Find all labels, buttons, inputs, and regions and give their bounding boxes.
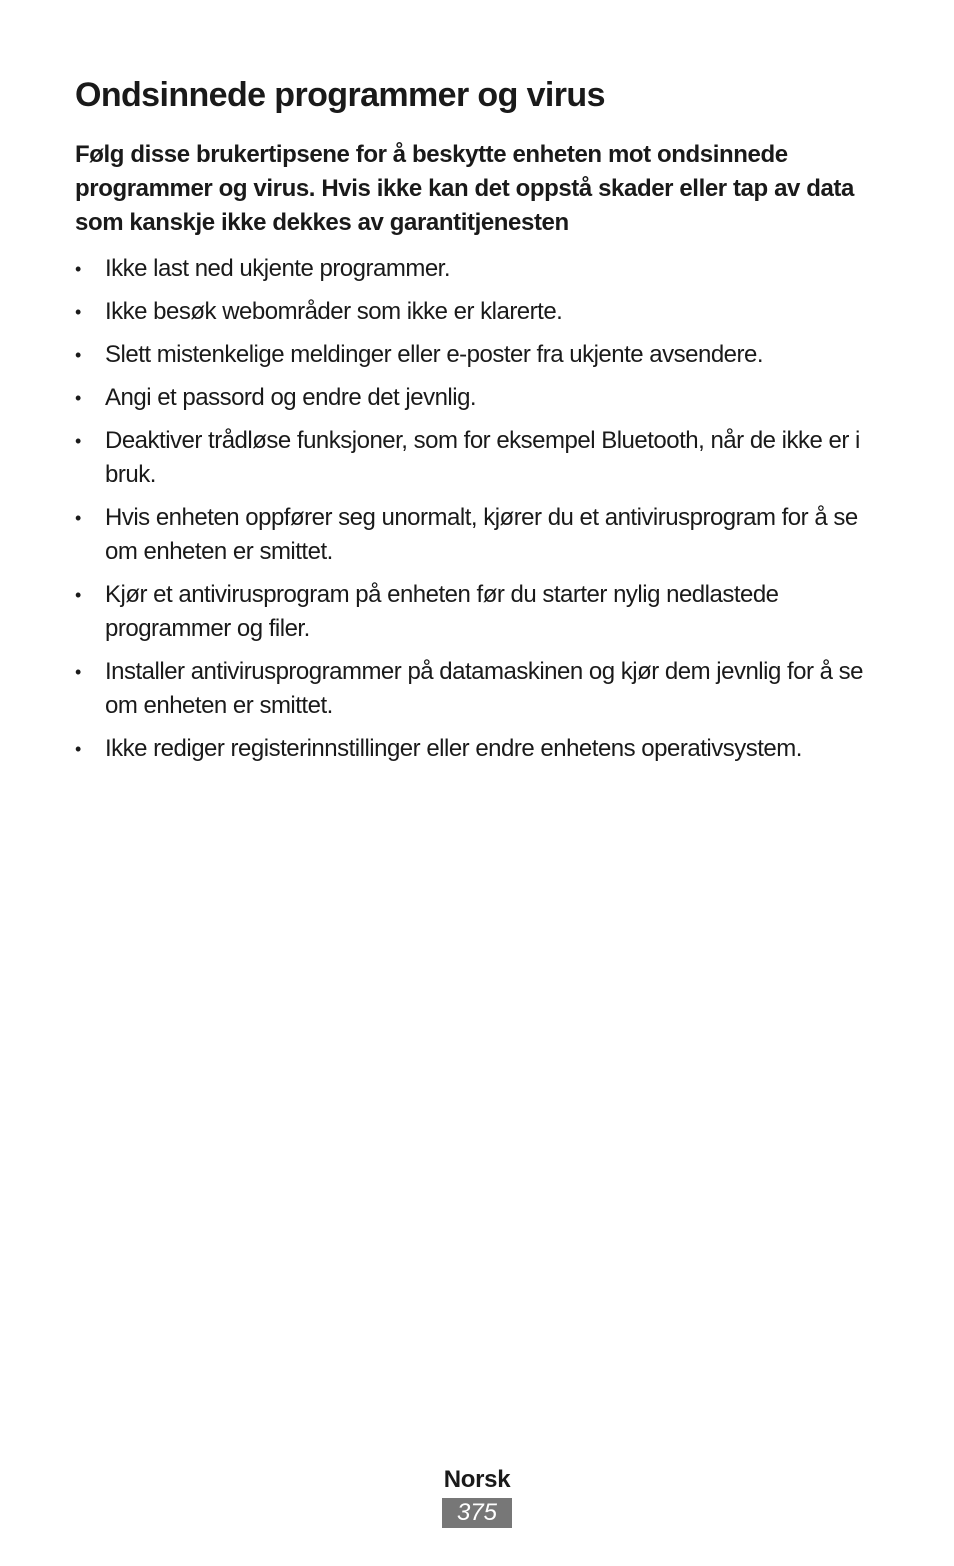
tip-text: Deaktiver trådløse funksjoner, som for eksempel Bluetooth, når de ikke er i bruk. <box>105 427 860 488</box>
list-item <box>75 295 885 329</box>
bullet-icon: • <box>75 662 81 682</box>
intro-paragraph: Følg disse brukertipsene for å beskytte enheten mot ondsinnede programmer og virus. Hvis ikke kan det oppstå skader eller tap av data som kanskje ikke dekkes av garantitjenesten <box>75 141 854 236</box>
tips-list <box>75 252 885 775</box>
tip-text: Hvis enheten oppfører seg unormalt, kjører du et antivirusprogram for å se om enheten er smittet. <box>105 504 858 565</box>
bullet-icon: • <box>75 739 81 759</box>
page-number: 375 <box>442 1498 512 1528</box>
page-footer <box>0 1462 954 1528</box>
list-item <box>75 501 885 569</box>
bullet-icon: • <box>75 431 81 451</box>
footer-language: Norsk <box>443 1466 511 1493</box>
list-item <box>75 578 885 646</box>
bullet-icon: • <box>75 508 81 528</box>
tip-text: Ikke rediger registerinnstillinger eller endre enhetens operativsystem. <box>105 735 802 762</box>
bullet-icon: • <box>75 585 81 605</box>
tip-text: Kjør et antivirusprogram på enheten før du starter nylig nedlastede programmer og filer. <box>105 581 779 642</box>
tip-text: Ikke last ned ukjente programmer. <box>105 255 451 282</box>
bullet-icon: • <box>75 345 81 365</box>
list-item <box>75 655 885 723</box>
list-item <box>75 252 885 286</box>
tip-text: Installer antivirusprogrammer på datamaskinen og kjør dem jevnlig for å se om enheten er smittet. <box>105 658 864 719</box>
tip-text: Slett mistenkelige meldinger eller e-poster fra ukjente avsendere. <box>105 341 764 368</box>
list-item <box>75 381 885 415</box>
bullet-icon: • <box>75 388 81 408</box>
list-item <box>75 732 885 766</box>
tip-text: Ikke besøk webområder som ikke er klarerte. <box>105 298 563 325</box>
bullet-icon: • <box>75 302 81 322</box>
list-item <box>75 338 885 372</box>
page-title: Ondsinnede programmer og virus <box>75 76 605 114</box>
list-item <box>75 424 885 492</box>
tip-text: Angi et passord og endre det jevnlig. <box>105 384 477 411</box>
bullet-icon: • <box>75 259 81 279</box>
